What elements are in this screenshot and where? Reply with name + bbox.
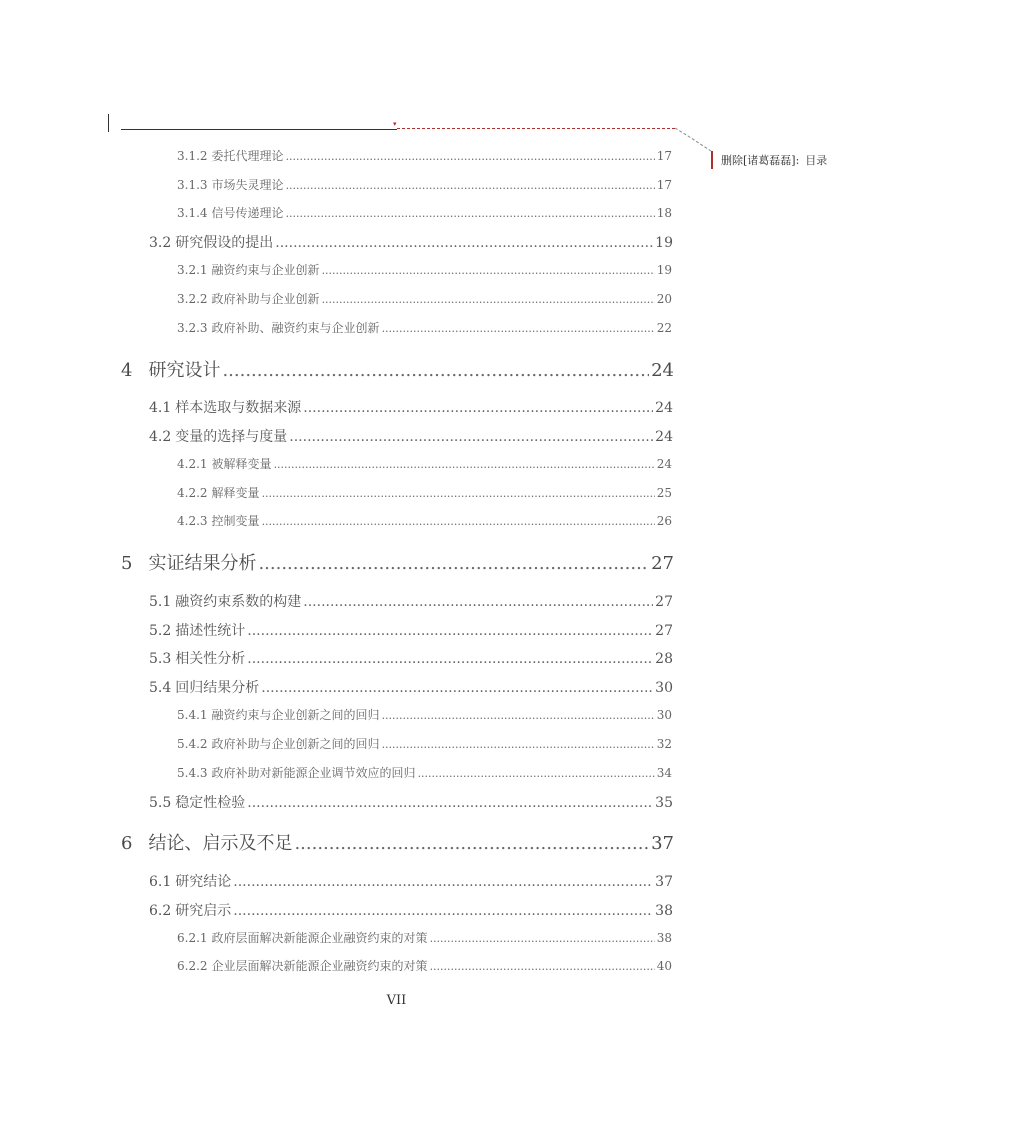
toc-leader-dots [289,429,653,445]
toc-entry-title: 委托代理理论 [211,149,284,163]
toc-leader-dots [303,594,653,610]
toc-entry-page: 27 [655,594,673,610]
toc-entry[interactable] [177,764,672,781]
tracked-deletion-line [397,128,675,129]
toc-entry-page: 24 [656,457,672,471]
toc-entry-number: 5 [121,553,133,574]
toc-entry[interactable] [149,648,673,668]
toc-entry-number: 4.2 [149,429,172,445]
toc-entry-title: 实证结果分析 [148,553,257,574]
toc-entry-title: 政府层面解决新能源企业融资约束的对策 [211,931,428,945]
toc-entry-number: 4.2.3 [177,514,208,528]
page-number: VII [386,993,407,1008]
toc-leader-dots [418,767,655,780]
toc-entry-page: 18 [656,206,672,220]
toc-leader-dots [322,264,655,277]
toc-entry[interactable] [177,455,672,472]
toc-leader-dots [294,833,649,854]
toc-entry-title: 样本选取与数据来源 [175,400,302,416]
toc-entry-number: 4.1 [149,400,172,416]
toc-entry-title: 解释变量 [211,486,260,500]
toc-entry-number: 3.1.3 [177,178,208,192]
comment-text: 目录 [805,154,828,167]
toc-leader-dots [286,207,655,220]
toc-entry-page: 27 [651,553,674,574]
toc-entry-number: 4.2.1 [177,457,208,471]
toc-leader-dots [262,515,655,528]
toc-entry[interactable] [149,426,673,446]
toc-leader-dots [322,293,655,306]
text-cursor [108,114,109,132]
toc-entry[interactable] [149,900,673,920]
toc-entry-number: 6.2.1 [177,931,208,945]
toc-entry[interactable] [149,591,673,611]
toc-entry-title: 信号传递理论 [211,206,284,220]
toc-entry-number: 5.4 [149,680,172,696]
toc-entry-number: 5.4.1 [177,708,208,722]
toc-entry-number: 6 [121,833,133,854]
toc-entry-title: 研究设计 [148,360,221,381]
toc-leader-dots [262,487,655,500]
toc-entry[interactable] [121,829,674,855]
toc-entry-page: 24 [655,429,673,445]
toc-entry[interactable] [149,620,673,640]
toc-entry-number: 3.2.3 [177,321,208,335]
toc-entry-page: 17 [656,149,672,163]
toc-leader-dots [258,553,649,574]
toc-entry-title: 变量的选择与度量 [175,429,288,445]
toc-leader-dots [382,738,655,751]
toc-entry-title: 研究结论 [175,874,232,890]
toc-entry-page: 28 [655,651,673,667]
toc-leader-dots [286,179,655,192]
toc-entry[interactable] [177,204,672,221]
revision-comment[interactable] [711,151,827,169]
toc-leader-dots [275,235,653,251]
toc-entry[interactable] [177,735,672,752]
toc-entry-page: 35 [655,795,673,811]
toc-entry-title: 控制变量 [211,514,260,528]
toc-entry-number: 6.2 [149,903,172,919]
toc-entry-number: 3.1.4 [177,206,208,220]
toc-entry-number: 5.4.2 [177,737,208,751]
toc-entry-page: 37 [655,874,673,890]
toc-entry-page: 34 [656,766,672,780]
toc-entry[interactable] [149,792,673,812]
deletion-marker-icon: ▾ [393,120,397,128]
toc-entry-page: 19 [656,263,672,277]
toc-entry-title: 政府补助、融资约束与企业创新 [211,321,380,335]
toc-entry-page: 32 [656,737,672,751]
header-rule [121,129,397,130]
toc-entry-number: 3.2 [149,235,172,251]
toc-entry[interactable] [177,484,672,501]
toc-entry-page: 22 [656,321,672,335]
toc-entry[interactable] [177,290,672,307]
toc-entry-page: 25 [656,486,672,500]
toc-entry[interactable] [177,319,672,336]
toc-entry[interactable] [177,957,672,974]
toc-entry[interactable] [177,261,672,278]
toc-entry-title: 研究启示 [175,903,232,919]
toc-entry-number: 6.1 [149,874,172,890]
toc-entry-title: 融资约束与企业创新之间的回归 [211,708,380,722]
toc-leader-dots [233,903,653,919]
toc-entry-page: 38 [656,931,672,945]
toc-entry-title: 政府补助对新能源企业调节效应的回归 [211,766,416,780]
toc-entry-page: 38 [655,903,673,919]
toc-leader-dots [233,874,653,890]
toc-entry-title: 企业层面解决新能源企业融资约束的对策 [211,959,428,973]
toc-entry-title: 稳定性检验 [175,795,246,811]
toc-entry-number: 5.3 [149,651,172,667]
toc-entry-number: 5.1 [149,594,172,610]
toc-leader-dots [430,960,655,973]
toc-entry-title: 被解释变量 [211,457,272,471]
toc-entry-page: 37 [651,833,674,854]
toc-entry-page: 24 [655,400,673,416]
toc-entry-title: 融资约束与企业创新 [211,263,320,277]
toc-entry-number: 3.2.2 [177,292,208,306]
toc-entry-title: 政府补助与企业创新之间的回归 [211,737,380,751]
toc-entry-title: 描述性统计 [175,623,246,639]
toc-leader-dots [274,458,655,471]
toc-leader-dots [247,795,653,811]
toc-entry-number: 5.5 [149,795,172,811]
toc-entry-page: 27 [655,623,673,639]
toc-entry-number: 4 [121,360,133,381]
toc-entry-page: 24 [651,360,674,381]
toc-entry-title: 融资约束系数的构建 [175,594,302,610]
toc-entry-number: 3.2.1 [177,263,208,277]
toc-entry[interactable] [177,706,672,723]
toc-entry-page: 17 [656,178,672,192]
toc-leader-dots [261,680,653,696]
toc-leader-dots [286,150,655,163]
toc-entry[interactable] [177,176,672,193]
toc-leader-dots [247,623,653,639]
toc-entry[interactable] [149,232,673,252]
toc-entry-page: 26 [656,514,672,528]
toc-entry[interactable] [177,147,672,164]
toc-entry[interactable] [149,677,673,697]
toc-entry-number: 5.4.3 [177,766,208,780]
toc-entry-title: 相关性分析 [175,651,246,667]
toc-entry-title: 市场失灵理论 [211,178,284,192]
toc-entry[interactable] [149,397,673,417]
toc-entry[interactable] [177,929,672,946]
toc-entry-number: 4.2.2 [177,486,208,500]
toc-entry-number: 6.2.2 [177,959,208,973]
toc-leader-dots [247,651,653,667]
toc-entry[interactable] [177,512,672,529]
toc-entry-page: 40 [656,959,672,973]
toc-entry-title: 政府补助与企业创新 [211,292,320,306]
toc-entry-title: 结论、启示及不足 [148,833,293,854]
toc-entry-page: 30 [655,680,673,696]
toc-entry-number: 3.1.2 [177,149,208,163]
toc-entry[interactable] [121,356,674,382]
toc-entry[interactable] [121,549,674,575]
toc-entry-number: 5.2 [149,623,172,639]
toc-entry-page: 30 [656,708,672,722]
toc-entry[interactable] [149,871,673,891]
toc-leader-dots [222,360,649,381]
toc-entry-title: 研究假设的提出 [175,235,274,251]
toc-leader-dots [430,932,655,945]
toc-entry-page: 20 [656,292,672,306]
toc-leader-dots [303,400,653,416]
comment-author-label: 删除[诸葛磊磊]: [721,154,800,167]
toc-entry-page: 19 [655,235,673,251]
toc-entry-title: 回归结果分析 [175,680,260,696]
toc-leader-dots [382,322,655,335]
toc-leader-dots [382,709,655,722]
